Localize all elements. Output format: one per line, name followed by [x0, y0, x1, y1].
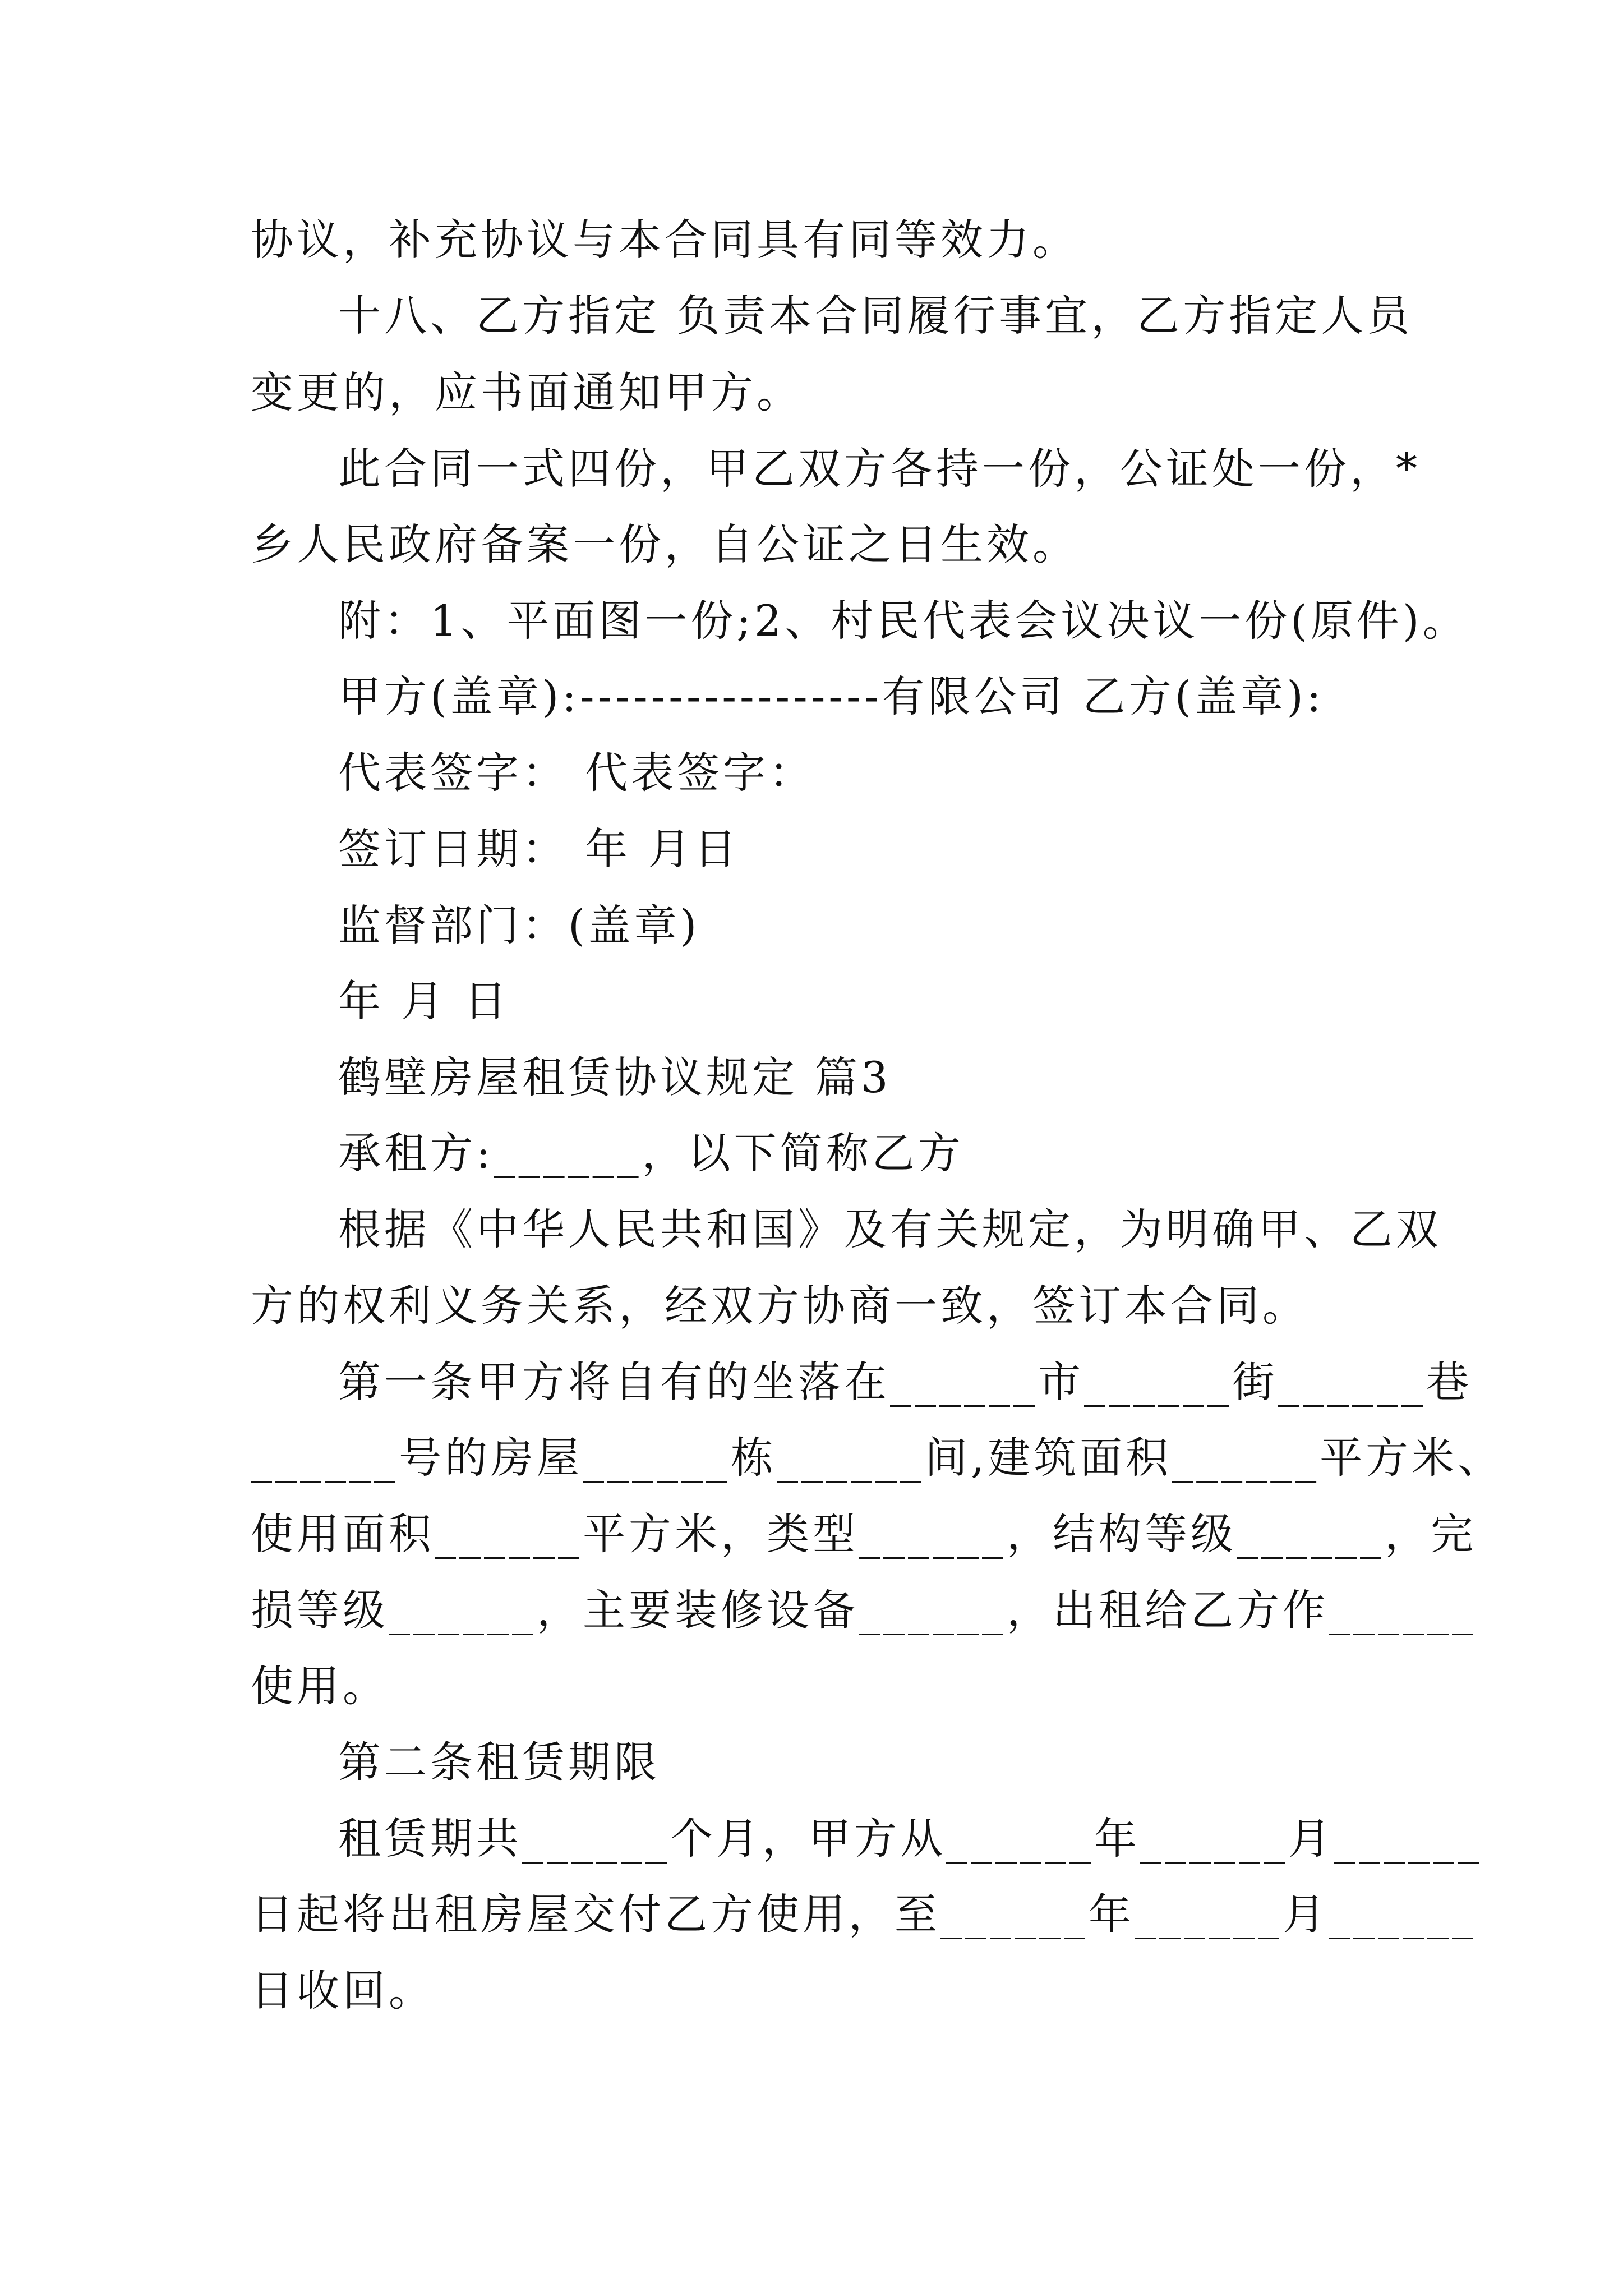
lessee-line: 承租方:______，以下简称乙方 [338, 1128, 964, 1178]
paragraph-line: ______号的房屋______栋______间,建筑面积______平方米、 [251, 1433, 1504, 1483]
paragraph-line: 乡人民政府备案一份，自公证之日生效。 [251, 519, 1078, 569]
representative-signature-line: 代表签字： 代表签字： [338, 748, 815, 798]
party-seal-line: 甲方(盖章):-----------------有限公司 乙方(盖章): [338, 671, 1325, 721]
lease-term-line: 租赁期共______个月，甲方从______年______月______ [338, 1814, 1482, 1864]
article-2-heading: 第二条租赁期限 [338, 1737, 660, 1787]
paragraph-line: 使用面积______平方米，类型______，结构等级______，完 [251, 1509, 1477, 1559]
paragraph-line: 协议，补充协议与本合同具有同等效力。 [251, 215, 1078, 265]
paragraph-line: 使用。 [251, 1661, 389, 1711]
clause-18-line: 十八、乙方指定 负责本合同履行事宜，乙方指定人员 [338, 291, 1413, 341]
paragraph-line: 日收回。 [251, 1966, 435, 2016]
attachments-line: 附：1、平面图一份;2、村民代表会议决议一份(原件)。 [338, 596, 1469, 646]
supervision-dept-line: 监督部门：(盖章) [338, 900, 700, 950]
paragraph-line: 方的权利义务关系，经双方协商一致，签订本合同。 [251, 1281, 1308, 1331]
paragraph-line: 变更的，应书面通知甲方。 [251, 367, 803, 417]
paragraph-line: 日起将出租房屋交付乙方使用，至______年______月______ [251, 1889, 1477, 1939]
date-line: 年 月 日 [338, 976, 510, 1026]
copies-clause-line: 此合同一式四份，甲乙双方各持一份，公证处一份，* [338, 444, 1421, 494]
paragraph-line: 损等级______，主要装修设备______，出租给乙方作______ [251, 1585, 1477, 1635]
article-1-line: 第一条甲方将自有的坐落在______市______街______巷 [338, 1357, 1472, 1407]
section-title: 鹤壁房屋租赁协议规定 篇3 [338, 1052, 892, 1102]
preamble-line: 根据《中华人民共和国》及有关规定，为明确甲、乙双 [338, 1204, 1442, 1254]
signing-date-line: 签订日期： 年 月日 [338, 824, 740, 874]
